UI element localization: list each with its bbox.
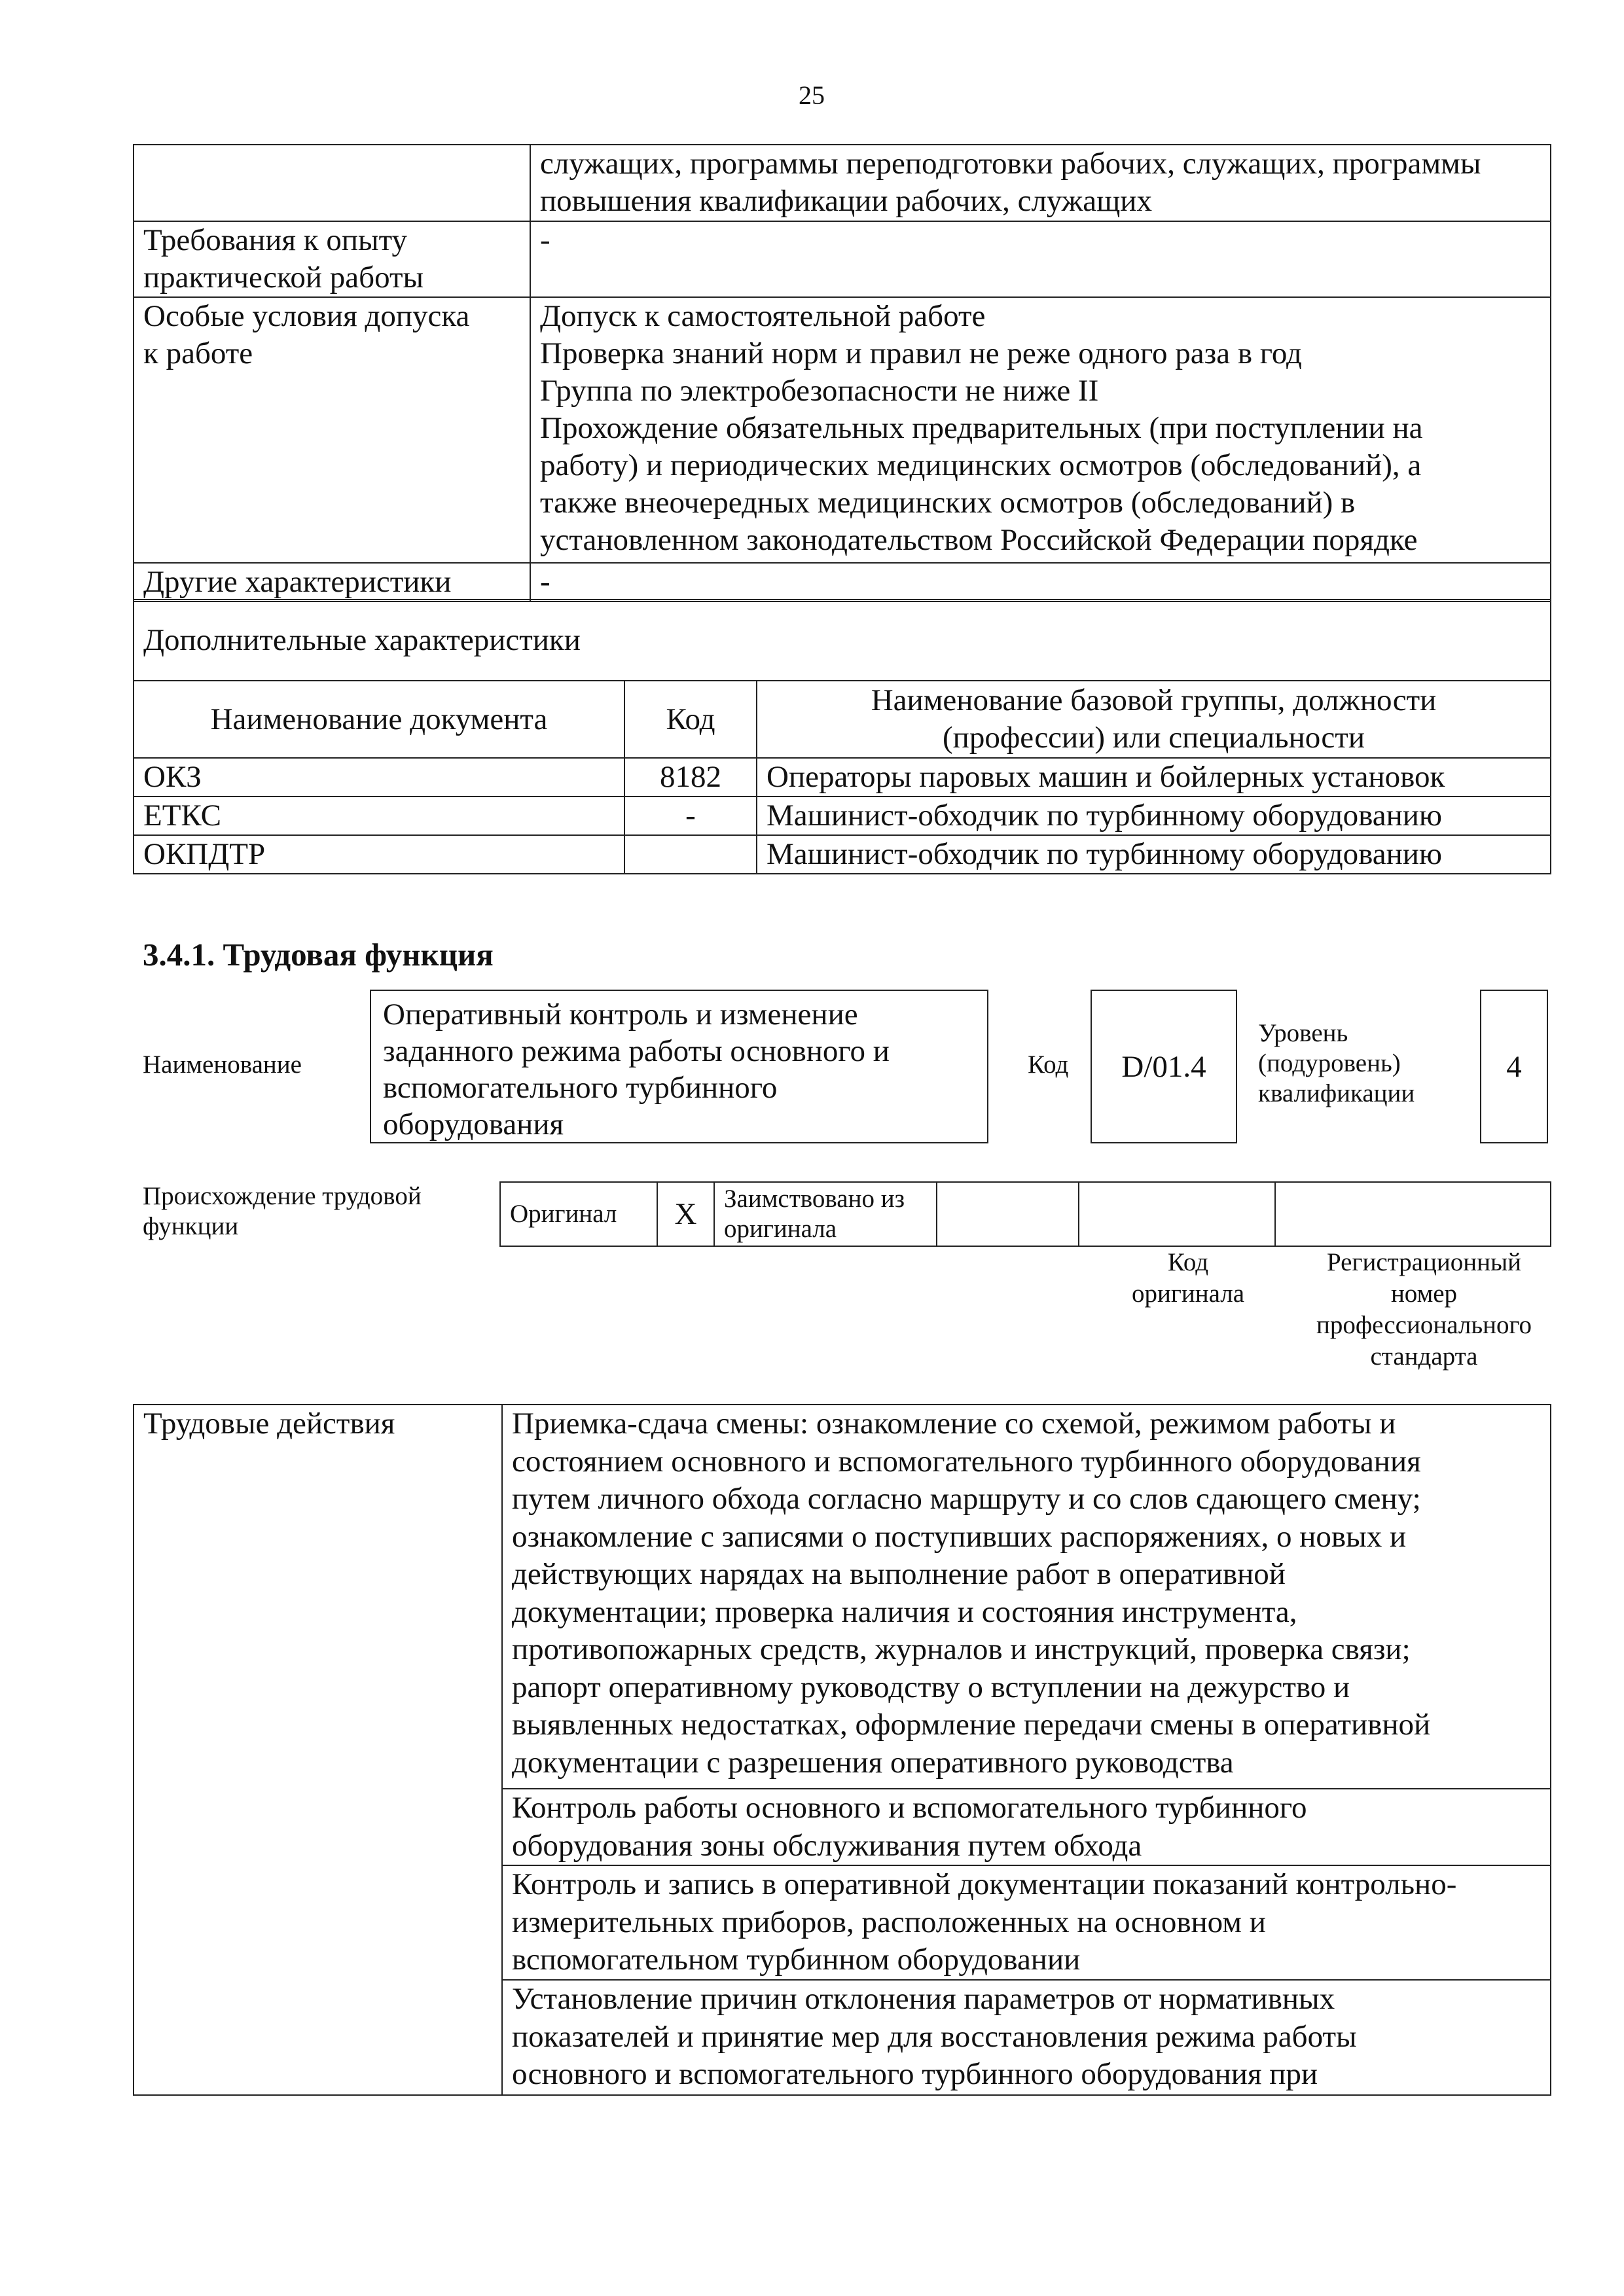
qualification-level-box (1480, 990, 1548, 1143)
text-line: Группа по электробезопасности не ниже II (540, 374, 1099, 408)
text-line: путем личного обхода согласно маршруту и со слов сдающего смену; (512, 1482, 1421, 1516)
borrowed-label: Заимствовано из оригинала (714, 1182, 937, 1246)
text-line: повышения квалификации рабочих, служащих (540, 184, 1152, 218)
header-document: Наименование документа (134, 681, 624, 758)
section-heading: 3.4.1. Трудовая функция (143, 937, 494, 973)
cell-document: ЕТКС (134, 797, 624, 835)
text-line: Допуск к самостоятельной работе (540, 299, 986, 333)
cell-document: ОКПДТР (134, 835, 624, 874)
labor-action-item (502, 1405, 1551, 1789)
text-line: заданного режима работы основного и (383, 1034, 890, 1068)
table-row (134, 563, 1551, 601)
text-line: вспомогательном турбинном оборудовании (512, 1943, 1081, 1977)
text-line: - (540, 223, 550, 257)
table-row (500, 1182, 1551, 1246)
cell-group: Операторы паровых машин и бойлерных установок (757, 758, 1551, 797)
text-line: служащих, программы переподготовки рабочих, служащих, программы (540, 147, 1481, 181)
table-row (134, 297, 1551, 563)
requirements-label-cell (134, 145, 530, 221)
text-line: профессионального (1316, 1311, 1532, 1339)
code-label: Код (1028, 1050, 1069, 1079)
text-line: Код (1167, 1248, 1209, 1276)
function-code: D/01.4 (1121, 1049, 1206, 1084)
admission-value-cell (530, 297, 1551, 563)
text-line: противопожарных средств, журналов и инструкций, проверка связи; (512, 1632, 1411, 1666)
function-name-box (370, 990, 988, 1143)
table-row (134, 1405, 1551, 1789)
additional-characteristics-table (133, 599, 1551, 874)
origin-code-cell (1079, 1182, 1275, 1246)
text-line: Контроль и запись в оперативной документации показаний контрольно- (512, 1867, 1457, 1901)
text-line: квалификации (1258, 1079, 1415, 1107)
text-line: установленном законодательством Российской Федерации порядке (540, 523, 1418, 557)
text-line: Приемка-сдача смены: ознакомление со схемой, режимом работы и (512, 1407, 1396, 1441)
table-row (134, 600, 1551, 681)
text-line: номер (1390, 1280, 1458, 1308)
requirements-table (133, 144, 1551, 602)
text-line: документации с разрешения оперативного руководства (512, 1745, 1234, 1780)
admission-label-cell (134, 297, 530, 563)
requirements-education-cell (530, 145, 1551, 221)
text-line: работу) и периодических медицинских осмотров (обследований), а (540, 448, 1422, 482)
text-line: ознакомление с записями о поступивших распоряжениях, о новых и (512, 1519, 1407, 1554)
text-line: измерительных приборов, расположенных на основном и (512, 1905, 1266, 1939)
cell-code: 8182 (624, 758, 757, 797)
text-line: Требования к опыту (143, 223, 408, 257)
original-label: Оригинал (500, 1182, 657, 1246)
text-line: документации; проверка наличия и состояния инструмента, (512, 1594, 1297, 1629)
text-line: Установление причин отклонения параметров от нормативных (512, 1982, 1335, 2016)
text-line: оборудования зоны обслуживания путем обхода (512, 1828, 1142, 1863)
other-value-cell (530, 563, 1551, 601)
function-code-box (1091, 990, 1237, 1143)
other-label-cell (134, 563, 530, 601)
text-line: (профессии) или специальности (943, 721, 1365, 755)
text-line: Оперативный контроль и изменение (383, 997, 858, 1031)
experience-value-cell (530, 221, 1551, 297)
text-line: выявленных недостатках, оформление передачи смены в оперативной (512, 1708, 1431, 1742)
text-line: (подуровень) (1258, 1049, 1401, 1077)
qualification-level: 4 (1506, 1049, 1522, 1084)
labor-action-item (502, 1789, 1551, 1865)
text-line: функции (143, 1212, 239, 1240)
text-line: Особые условия допуска (143, 299, 470, 333)
cell-code (624, 835, 757, 874)
text-line: Проверка знаний норм и правил не реже одного раза в год (540, 336, 1302, 370)
borrowed-mark (937, 1182, 1079, 1246)
table-row (134, 758, 1551, 797)
text-line: оборудования (383, 1107, 564, 1141)
labor-action-item (502, 1980, 1551, 2095)
labor-action-item (502, 1865, 1551, 1980)
text-line: вспомогательного турбинного (383, 1071, 778, 1105)
cell-group: Машинист-обходчик по турбинному оборудованию (757, 835, 1551, 874)
text-line: действующих нарядах на выполнение работ в оперативной (512, 1557, 1286, 1591)
table-row (134, 145, 1551, 221)
text-line: Происхождение трудовой (143, 1182, 422, 1210)
cell-code: - (624, 797, 757, 835)
origin-label (143, 1181, 422, 1242)
cell-document: ОКЗ (134, 758, 624, 797)
text-line: Прохождение обязательных предварительных (при поступлении на (540, 411, 1423, 445)
text-line: Другие характеристики (143, 565, 452, 599)
text-line: - (540, 565, 550, 599)
text-line: Уровень (1258, 1019, 1348, 1047)
table-header-row (134, 681, 1551, 758)
text-line: основного и вспомогательного турбинного оборудования при (512, 2057, 1318, 2091)
level-label (1258, 1018, 1415, 1109)
experience-label-cell (134, 221, 530, 297)
header-code: Код (624, 681, 757, 758)
text-line: оригинала (1131, 1280, 1245, 1308)
text-line: Наименование базовой группы, должности (871, 683, 1437, 717)
additional-title: Дополнительные характеристики (134, 600, 1551, 681)
origin-table (499, 1181, 1551, 1247)
origin-code-caption (1090, 1247, 1286, 1310)
text-line: стандарта (1370, 1342, 1478, 1371)
header-group (757, 681, 1551, 758)
table-row (134, 221, 1551, 297)
cell-group: Машинист-обходчик по турбинному оборудованию (757, 797, 1551, 835)
text-line: состоянием основного и вспомогательного турбинного оборудования (512, 1444, 1421, 1479)
text-line: также внеочередных медицинских осмотров (обследований) в (540, 486, 1356, 520)
text-line: практической работы (143, 260, 424, 295)
registration-number-cell (1275, 1182, 1551, 1246)
table-row (134, 797, 1551, 835)
labor-actions-label: Трудовые действия (134, 1405, 502, 2095)
text-line: показателей и принятие мер для восстановления режима работы (512, 2019, 1357, 2054)
name-label: Наименование (143, 1050, 302, 1079)
table-row (134, 835, 1551, 874)
registration-number-caption (1286, 1247, 1562, 1372)
labor-actions-table (133, 1404, 1551, 2096)
original-mark: X (657, 1182, 714, 1246)
text-line: к работе (143, 336, 253, 370)
text-line: Регистрационный (1326, 1248, 1522, 1276)
text-line: рапорт оперативному руководству о вступлении на дежурство и (512, 1670, 1350, 1704)
page-number: 25 (799, 81, 825, 110)
text-line: Контроль работы основного и вспомогательного турбинного (512, 1791, 1307, 1825)
